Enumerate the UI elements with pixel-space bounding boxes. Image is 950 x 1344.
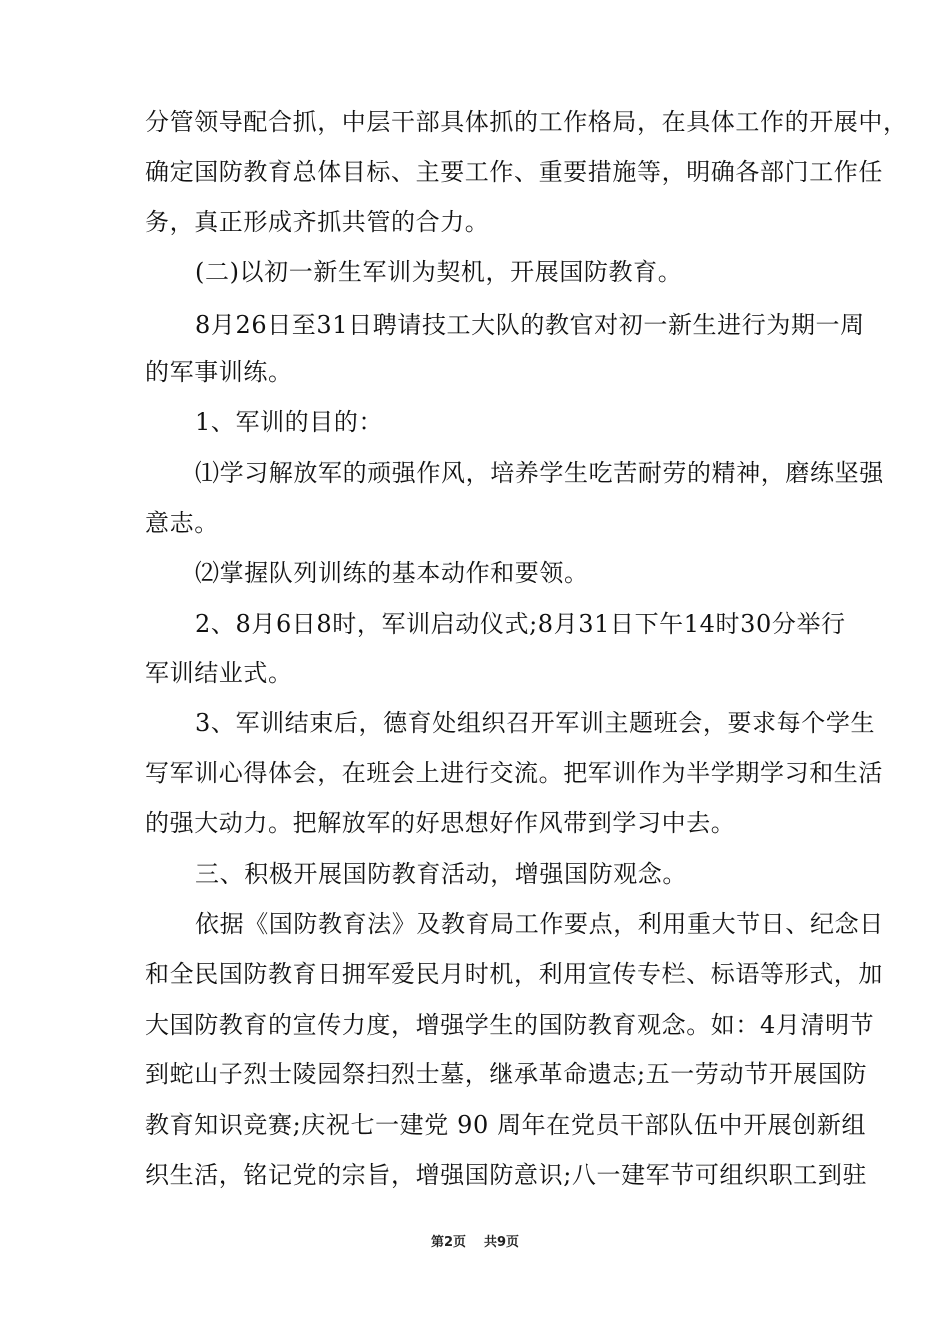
body-line: 3、军训结束后，德育处组织召开军训主题班会，要求每个学生: [195, 709, 876, 737]
body-line: 8月26日至31日聘请技工大队的教官对初一新生进行为期一周: [195, 311, 865, 339]
body-line: ⑴学习解放军的顽强作风，培养学生吃苦耐劳的精神，磨练坚强: [195, 459, 884, 487]
body-line: 2、8月6日8时，军训启动仪式;8月31日下午14时30分举行: [195, 610, 846, 638]
body-line: 意志。: [145, 509, 219, 537]
page-number: 第2页: [430, 1235, 466, 1250]
body-line: 大国防教育的宣传力度，增强学生的国防教育观念。如：4月清明节: [145, 1011, 875, 1039]
body-line: 的强大动力。把解放军的好思想好作风带到学习中去。: [145, 809, 736, 837]
body-line: 依据《国防教育法》及教育局工作要点，利用重大节日、纪念日: [195, 910, 884, 938]
body-line: 和全民国防教育日拥军爱民月时机，利用宣传专栏、标语等形式，加: [145, 960, 883, 988]
body-line: 分管领导配合抓，中层干部具体抓的工作格局，在具体工作的开展中，: [145, 108, 908, 136]
body-line: 的军事训练。: [145, 358, 293, 386]
section-heading: (二)以初一新生军训为契机，开展国防教育。: [195, 258, 683, 286]
section-heading: 三、积极开展国防教育活动，增强国防观念。: [195, 860, 687, 888]
body-line: 1、军训的目的：: [195, 408, 384, 436]
body-line: 织生活，铭记党的宗旨，增强国防意识;八一建军节可组织职工到驻: [145, 1161, 868, 1189]
body-line: 教育知识竞赛;庆祝七一建党 90 周年在党员干部队伍中开展创新组: [145, 1111, 867, 1139]
body-line: ⑵掌握队列训练的基本动作和要领。: [195, 559, 589, 587]
page-total: 共9页: [484, 1235, 520, 1250]
body-line: 到蛇山子烈士陵园祭扫烈士墓，继承革命遗志;五一劳动节开展国防: [145, 1060, 868, 1088]
body-line: 确定国防教育总体目标、主要工作、重要措施等，明确各部门工作任: [145, 158, 883, 186]
page-footer: [0, 1234, 950, 1252]
body-line: 务，真正形成齐抓共管的合力。: [145, 208, 490, 236]
body-line: 军训结业式。: [145, 659, 293, 687]
body-line: 写军训心得体会，在班会上进行交流。把军训作为半学期学习和生活: [145, 759, 883, 787]
